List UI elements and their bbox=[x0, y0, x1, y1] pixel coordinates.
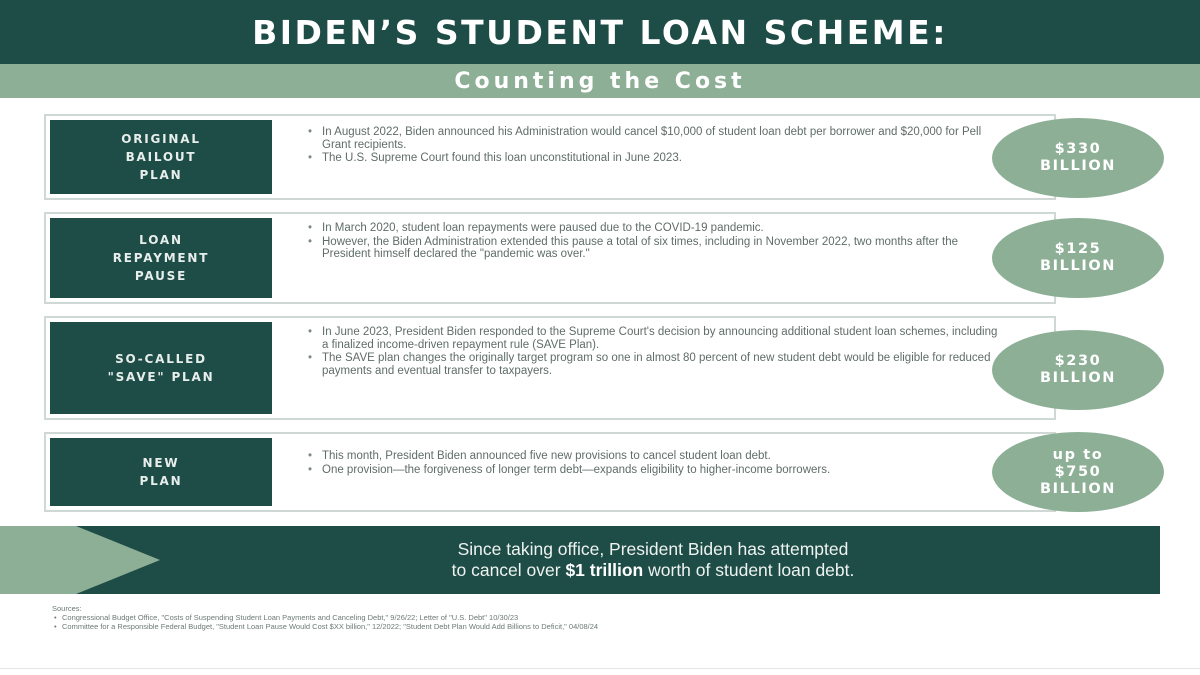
row-bullet: • In June 2023, President Biden responded to the Supreme Court's decision by announcing additional student loan schemes, including a finalized income-driven repayment rule (SAVE Plan). bbox=[308, 326, 998, 351]
banner-highlight-amount: $1 trillion bbox=[565, 560, 644, 580]
cost-row-original-plan bbox=[44, 114, 1056, 200]
row-bullet: • However, the Biden Administration extended this pause a total of six times, including in November 2022, two months after the President himself declared the "pandemic was over." bbox=[308, 236, 998, 261]
row-label: SO-CALLED "SAVE" PLAN bbox=[107, 352, 215, 384]
subtitle-bar bbox=[0, 64, 1200, 98]
row-bullet-list bbox=[308, 450, 998, 477]
cost-amount: $230 bbox=[1054, 353, 1102, 369]
banner-line-2 bbox=[382, 560, 855, 581]
banner-body bbox=[76, 526, 1160, 594]
sources-list bbox=[52, 613, 1162, 631]
cost-row-new-plan bbox=[44, 432, 1056, 512]
cost-amount: $125 bbox=[1054, 241, 1102, 257]
row-bullet: • In March 2020, student loan repayments were paused due to the COVID-19 pandemic. bbox=[308, 222, 998, 235]
cost-unit: BILLION bbox=[1040, 480, 1116, 497]
cost-amount: $330 bbox=[1054, 141, 1102, 157]
footer-divider bbox=[0, 668, 1200, 669]
row-bullet-list bbox=[308, 222, 998, 262]
banner-text: to cancel over bbox=[451, 560, 561, 580]
cost-badge-save-plan bbox=[992, 330, 1164, 410]
cost-qualifier: up to bbox=[1052, 446, 1104, 463]
cost-badge-repayment-pause bbox=[992, 218, 1164, 298]
page-subtitle: Counting the Cost bbox=[454, 68, 746, 94]
row-label-box bbox=[50, 120, 272, 194]
cost-row-repayment-pause bbox=[44, 212, 1056, 304]
cost-unit: BILLION bbox=[1040, 158, 1116, 174]
row-bullet: • The U.S. Supreme Court found this loan unconstitutional in June 2023. bbox=[308, 152, 998, 165]
banner-line-1: Since taking office, President Biden has attempted bbox=[457, 539, 849, 559]
source-item: • Congressional Budget Office, "Costs of Suspending Student Loan Payments and Canceling Debt," 9/26/22; Letter of "U.S. Debt" 10/30/23 bbox=[52, 613, 1162, 622]
cost-unit: BILLION bbox=[1040, 258, 1116, 274]
banner-text: worth of student loan debt. bbox=[648, 560, 855, 580]
arrow-right-icon bbox=[76, 526, 160, 594]
row-bullet-list bbox=[308, 326, 998, 378]
sources-footnote bbox=[52, 604, 1162, 631]
row-label-box bbox=[50, 218, 272, 298]
cost-badge-original-plan bbox=[992, 118, 1164, 198]
source-item: • Committee for a Responsible Federal Budget, "Student Loan Pause Would Cost $XX billion," 12/2022; "Student Debt Plan Would Add Billions to Deficit," 04/08/24 bbox=[52, 622, 1162, 631]
cost-row-save-plan bbox=[44, 316, 1056, 420]
row-label: ORIGINAL BAILOUT PLAN bbox=[121, 132, 201, 182]
row-label-box bbox=[50, 322, 272, 414]
sources-heading: Sources: bbox=[52, 604, 82, 613]
cost-unit: BILLION bbox=[1040, 370, 1116, 386]
row-label: LOAN REPAYMENT PAUSE bbox=[112, 233, 210, 283]
row-bullet: • This month, President Biden announced five new provisions to cancel student loan debt. bbox=[308, 450, 998, 463]
row-label-box bbox=[50, 438, 272, 506]
row-bullet: • One provision—the forgiveness of longer term debt—expands eligibility to higher-income borrowers. bbox=[308, 464, 998, 477]
page-title: BIDEN’S STUDENT LOAN SCHEME: bbox=[252, 12, 948, 52]
cost-amount: $750 bbox=[1054, 463, 1102, 480]
row-label: NEW PLAN bbox=[139, 456, 183, 488]
row-bullet: • In August 2022, Biden announced his Administration would cancel $10,000 of student loan debt per borrower and $20,000 for Pell Grant recipients. bbox=[308, 126, 998, 151]
row-bullet: • The SAVE plan changes the originally target program so one in almost 80 percent of new student debt would be eligible for reduced payments and eventual transfer to taxpayers. bbox=[308, 352, 998, 377]
summary-banner bbox=[0, 526, 1160, 594]
cost-badge-new-plan bbox=[992, 432, 1164, 512]
title-bar bbox=[0, 0, 1200, 64]
row-bullet-list bbox=[308, 126, 998, 166]
